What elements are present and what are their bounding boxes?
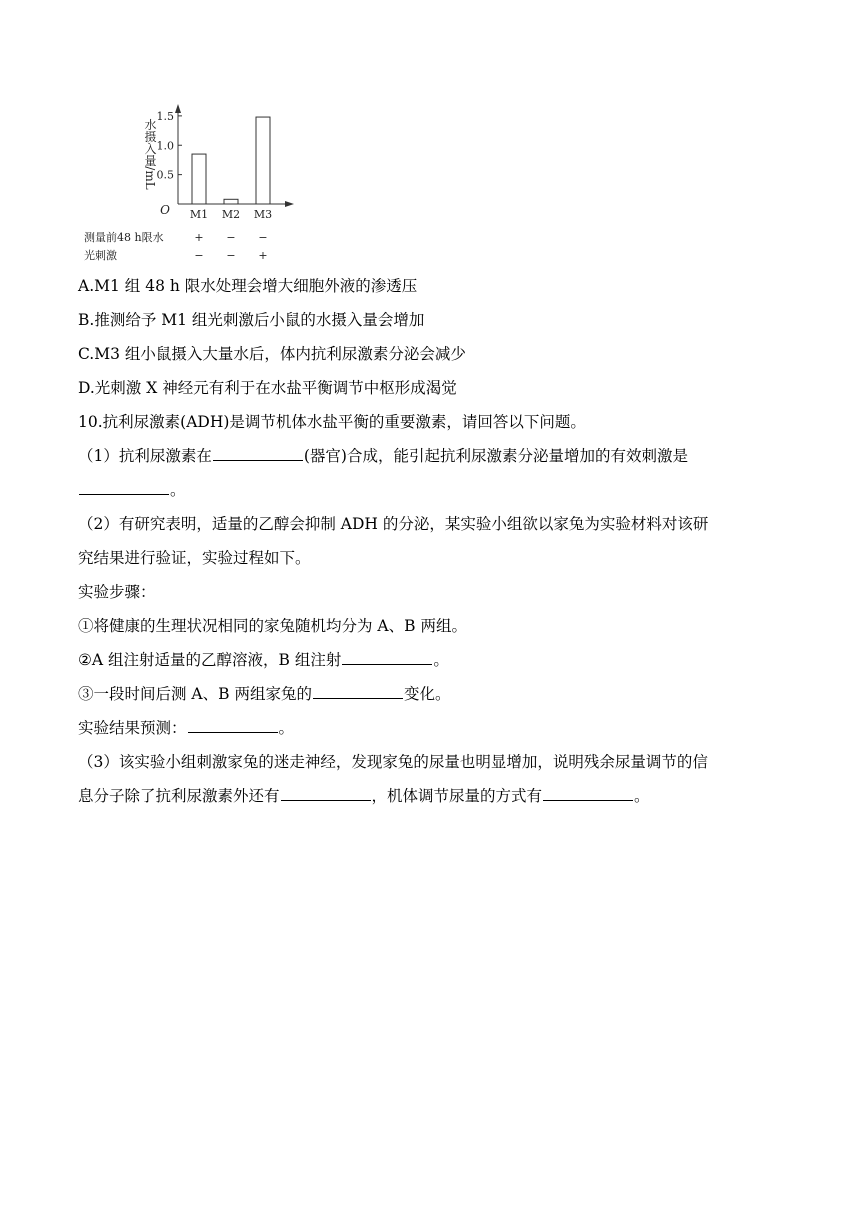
answer-blank-measure (313, 684, 403, 699)
y-tick-label: 1.5 (156, 109, 174, 123)
step-3-text-a: ③一段时间后测 A、B 两组家兔的 (78, 685, 312, 703)
y-tick-label: 0.5 (156, 168, 174, 182)
y-axis-label: 水摄入量/mL (143, 118, 157, 190)
bar-m3 (256, 117, 270, 204)
part-1-text-b: (器官)合成，能引起抗利尿激素分泌量增加的有效刺激是 (303, 447, 688, 465)
step-2-text: ②A 组注射适量的乙醇溶液，B 组注射 (78, 651, 342, 669)
condition-mark: − (226, 231, 236, 244)
water-intake-chart (76, 96, 316, 266)
steps-title: 实验步骤： (78, 583, 156, 601)
step-3 (78, 684, 450, 704)
part-3-line-2 (78, 786, 650, 806)
part-1-text-a: （1）抗利尿激素在 (78, 447, 212, 465)
condition-label: 测量前48 h限水 (84, 231, 164, 244)
bar-m2 (224, 199, 238, 204)
part-1-line-2 (78, 480, 186, 500)
option-b: B.推测给予 M1 组光刺激后小鼠的水摄入量会增加 (78, 311, 425, 329)
condition-mark: − (194, 249, 204, 262)
question-10-stem: 10.抗利尿激素(ADH)是调节机体水盐平衡的重要激素，请回答以下问题。 (78, 413, 586, 431)
part-1-line-1 (78, 446, 688, 466)
part-3-end: 。 (634, 787, 650, 805)
step-2-end: 。 (433, 651, 449, 669)
condition-mark: + (258, 249, 268, 262)
condition-mark: − (226, 249, 236, 262)
answer-blank-b-injection (342, 650, 432, 665)
condition-mark: + (194, 231, 204, 244)
y-axis-arrow (175, 104, 181, 113)
result-text: 实验结果预测： (78, 719, 187, 737)
x-tick-label: M1 (189, 208, 209, 221)
part-1-end: 。 (170, 481, 186, 499)
answer-blank-result (188, 718, 278, 733)
answer-blank-regulation (543, 786, 633, 801)
x-tick-label: M3 (253, 208, 273, 221)
result-prediction (78, 718, 294, 738)
origin-label: O (160, 203, 170, 217)
part-2-line-1: （2）有研究表明，适量的乙醇会抑制 ADH 的分泌，某实验小组欲以家兔为实验材料对该研 (78, 515, 709, 533)
answer-blank-signal (281, 786, 371, 801)
option-a: A.M1 组 48 h 限水处理会增大细胞外液的渗透压 (78, 277, 418, 295)
step-3-text-b: 变化。 (403, 685, 451, 703)
part-2-line-2: 究结果进行验证，实验过程如下。 (78, 549, 311, 567)
condition-label: 光刺激 (84, 249, 117, 262)
option-c: C.M3 组小鼠摄入大量水后，体内抗利尿激素分泌会减少 (78, 345, 466, 363)
part-3-text-a: 息分子除了抗利尿激素外还有 (78, 787, 280, 805)
x-tick-label: M2 (221, 208, 241, 221)
condition-mark: − (258, 231, 268, 244)
answer-blank-stimulus (79, 480, 169, 495)
step-1: ①将健康的生理状况相同的家兔随机均分为 A、B 两组。 (78, 617, 467, 635)
part-3-line-1: （3）该实验小组刺激家兔的迷走神经，发现家兔的尿量也明显增加，说明残余尿量调节的信 (78, 753, 708, 771)
bar-m1 (192, 154, 206, 204)
x-axis-arrow (285, 201, 294, 207)
y-tick-label: 1.0 (156, 139, 174, 153)
step-2 (78, 650, 449, 670)
result-end: 。 (278, 719, 295, 737)
option-d: D.光刺激 X 神经元有利于在水盐平衡调节中枢形成渴觉 (78, 379, 457, 397)
answer-blank-organ (213, 446, 303, 461)
part-3-text-b: ，机体调节尿量的方式有 (371, 787, 543, 805)
chart-svg (76, 96, 316, 266)
